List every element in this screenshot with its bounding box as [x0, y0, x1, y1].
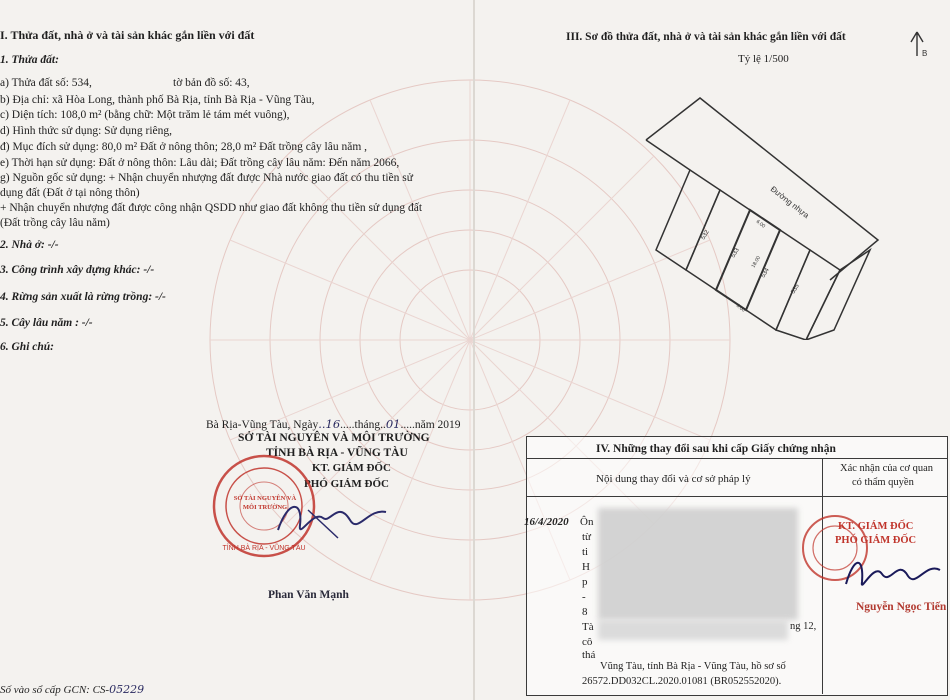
- parcel-map: [630, 80, 900, 340]
- change-tail: 26572.DD032CL.2020.01081 (BR052552020).: [582, 676, 782, 687]
- stamp-ring-text: TỈNH BÀ RỊA - VŨNG TÀU: [222, 545, 306, 552]
- agency-province: TỈNH BÀ RỊA - VŨNG TÀU: [266, 447, 408, 459]
- change-line: p: [582, 576, 588, 588]
- date-prefix: Bà Rịa-Vũng Tàu, Ngày: [206, 419, 319, 431]
- dimension-label: 6.00: [754, 218, 767, 230]
- date-day: 16: [325, 417, 341, 431]
- land-line: dụng đất (Đất ở tại nông thôn): [0, 187, 140, 199]
- note-item: 6. Ghi chú:: [0, 341, 54, 353]
- confirm-role-1: KT. GIÁM ĐỐC: [838, 521, 914, 532]
- issue-date-line: Bà Rịa-Vũng Tàu, Ngày..16.....tháng..01.....năm 2019: [206, 417, 461, 431]
- construction-item: 3. Công trình xây dựng khác: -/-: [0, 264, 155, 276]
- land-line: g) Nguồn gốc sử dụng: + Nhận chuyển nhượng đất được Nhà nước giao đất có thu tiền sử: [0, 172, 413, 184]
- change-line: H: [582, 561, 590, 573]
- cert-no-label: Số vào sổ cấp GCN: CS-: [0, 684, 110, 696]
- parcel-label: 534: [760, 267, 771, 279]
- land-line: + Nhận chuyển nhượng đất được công nhận QSDD như giao đất không thu tiền sử dụng đất: [0, 202, 423, 214]
- sign-role-2: PHÓ GIÁM ĐỐC: [304, 478, 389, 490]
- signer-name: Phan Văn Mạnh: [268, 589, 349, 601]
- change-tail: ng 12,: [790, 621, 817, 632]
- north-arrow-icon: [905, 30, 929, 58]
- date-year: năm 2019: [414, 419, 461, 431]
- redacted-block: [598, 620, 788, 640]
- signature-left: [268, 490, 408, 550]
- change-line: ti: [582, 546, 589, 558]
- dimension-label: 6.00: [734, 302, 747, 314]
- land-line: d) Hình thức sử dụng: Sử dụng riêng,: [0, 125, 173, 137]
- signature-right: [840, 548, 946, 598]
- table-divider: [526, 458, 947, 459]
- change-line: Tà: [582, 621, 594, 633]
- section-title-right: III. Sơ đồ thửa đất, nhà ở và tài sản khác gắn liền với đất: [566, 31, 846, 43]
- date-month-label: tháng: [354, 419, 381, 431]
- land-line: tờ bản đồ số: 43,: [173, 77, 250, 89]
- land-line: đ) Mục đích sử dụng: 80,0 m² Đất ở nông thôn; 28,0 m² Đất trồng cây lâu năm ,: [0, 141, 368, 153]
- stamp-center-text: SỞ TÀI NGUYÊN VÀ MÔI TRƯỜNG: [233, 495, 297, 511]
- parcel-label: 532: [700, 229, 711, 241]
- svg-text:B: B: [922, 49, 928, 58]
- land-line: c) Diện tích: 108,0 m² (bằng chữ: Một trăm lẻ tám mét vuông),: [0, 109, 290, 121]
- change-line: -: [582, 591, 586, 603]
- change-line: thá: [582, 649, 596, 661]
- change-date: 16/4/2020: [524, 516, 569, 528]
- map-scale: Tỷ lệ 1/500: [738, 53, 789, 65]
- change-line: 8: [582, 606, 588, 618]
- forest-item: 4. Rừng sản xuất là rừng trồng: -/-: [0, 291, 166, 303]
- land-line: a) Thửa đất số: 534,: [0, 77, 92, 89]
- redacted-block: [598, 508, 798, 620]
- agency-name: SỞ TÀI NGUYÊN VÀ MÔI TRƯỜNG: [238, 432, 430, 444]
- land-heading: 1. Thửa đất:: [0, 54, 59, 66]
- parcel-label: 533: [730, 247, 741, 259]
- land-line: e) Thời hạn sử dụng: Đất ở nông thôn: Lâu dài; Đất trồng cây lâu năm: Đến năm 2066,: [0, 157, 400, 169]
- confirm-role-2: PHÓ GIÁM ĐỐC: [835, 535, 917, 546]
- changes-col-confirm-b: có thẩm quyền: [852, 477, 914, 488]
- house-item: 2. Nhà ở: -/-: [0, 239, 59, 251]
- sign-role-1: KT. GIÁM ĐỐC: [312, 462, 391, 474]
- perennial-item: 5. Cây lâu năm : -/-: [0, 317, 93, 329]
- changes-col-content: Nội dung thay đổi và cơ sở pháp lý: [596, 473, 751, 485]
- dimension-label: 18.00: [750, 255, 762, 269]
- change-line: cô: [582, 636, 593, 648]
- date-month: 01: [385, 417, 401, 431]
- section-title-left: I. Thửa đất, nhà ở và tài sản khác gắn liền với đất: [0, 28, 255, 42]
- confirm-signer: Nguyễn Ngọc Tiến: [856, 601, 947, 613]
- road-label: Đường nhựa: [768, 184, 811, 221]
- change-tail: Vũng Tàu, tỉnh Bà Rịa - Vũng Tàu, hồ sơ số: [600, 661, 786, 672]
- cert-no-handwritten: 05229: [109, 683, 145, 696]
- land-line: (Đất trồng cây lâu năm): [0, 217, 110, 229]
- changes-col-confirm-a: Xác nhận của cơ quan: [840, 463, 934, 474]
- certificate-number: [0, 683, 144, 697]
- land-line: b) Địa chỉ: xã Hòa Long, thành phố Bà Rịa, tỉnh Bà Rịa - Vũng Tàu,: [0, 94, 315, 106]
- changes-title: IV. Những thay đổi sau khi cấp Giấy chứng nhận: [596, 443, 836, 455]
- change-line: từ: [582, 531, 592, 543]
- change-line: Ôn: [580, 516, 594, 528]
- parcel-label: 535: [790, 283, 801, 295]
- table-divider: [526, 496, 947, 497]
